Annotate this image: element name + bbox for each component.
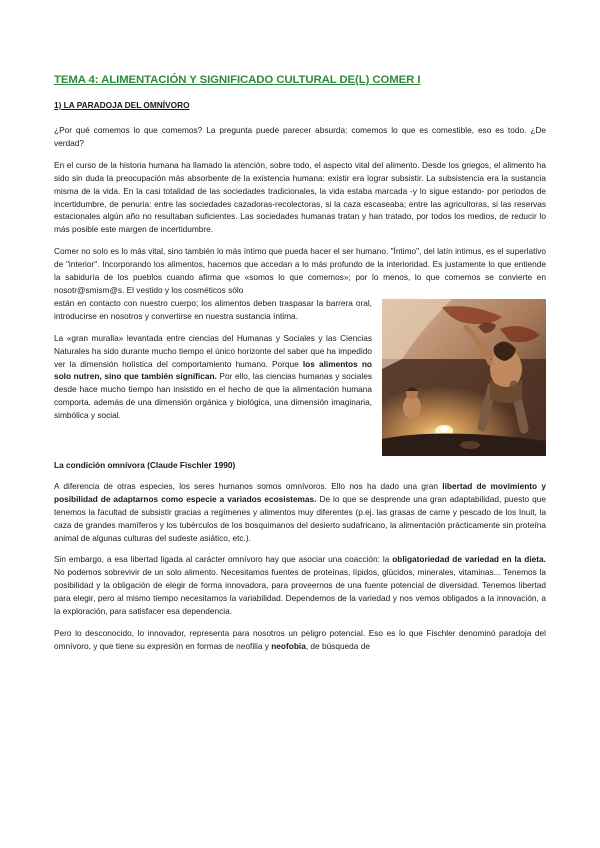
illustration-drawing bbox=[382, 299, 546, 456]
paragraph bbox=[54, 553, 546, 618]
cave-painting-illustration bbox=[382, 299, 546, 456]
bold-text: los alimentos no solo nutren, sino que también significan. bbox=[54, 358, 372, 382]
citation: (Claude Fischler 1990) bbox=[147, 459, 236, 470]
paragraph: están en contacto con nuestro cuerpo; los alimentos deben traspasar la barrera oral, introducirse en nosotros y convertirse en nuestra sustancia íntima. bbox=[54, 297, 372, 321]
paragraph: En el curso de la historia humana ha llamado la atención, sobre todo, el aspecto vital del alimento. Desde los griegos, el alimento ha sido sin duda la preocupación más absorbente de la existencia humana: existir era lograr subsistir. La subsistencia era la sustancia misma de la vida. En la casi totalidad de las sociedades tradicionales, la vida estaba marcada -y lo sigue estando- por periodos de incertidumbre, de penuria: entre las sociedades cazadoras-recolectoras, si la caza escaseaba; entre las agricultoras, si las reservas estacionales algún año no resultaban suficientes. Las sociedades humanas tratan y han tratado, por todos los medios, de reducir lo más posible este margen de incertidumbre. bbox=[54, 159, 546, 235]
bold-text: libertad de movimiento y posibilidad de adaptarnos como especie a variados ecosistemas. bbox=[54, 480, 546, 504]
section-heading: 1) LA PARADOJA DEL OMNÍVORO bbox=[54, 100, 190, 110]
text-run: Por ello, las ciencias humanas y sociales desde hace mucho tiempo han insistido en el hecho de que la alimentación humana comporta, además de una dimensión orgánica y biológica, una dimensión imaginaria, simbólica y social. bbox=[54, 371, 373, 421]
subsection-title: La condición omnívora bbox=[54, 459, 145, 470]
text-run: A diferencia de otras especies, los seres humanos somos omnívoros. Ello nos ha dado una gran bbox=[54, 480, 443, 491]
bold-text: neofobia bbox=[271, 640, 306, 651]
paragraph bbox=[54, 480, 546, 545]
text-run: De lo que se desprende una gran adaptabilidad, puesto que tenemos la facultad de subsistir gracias a regímenes y alimentos muy diferentes (p.ej. las grasas de carne y pescado de los Inuit, la caza de grandes mamíferos y los tubérculos de los bosquimanos del desierto sudafricano, la alimentación prácticamente sin proteína animal de algunas culturas del sudeste asiático, etc.). bbox=[54, 493, 546, 543]
paragraph: ¿Por qué comemos lo que comemos? La pregunta puede parecer absurda: comemos lo que es comestible, eso es todo. ¿De verdad? bbox=[54, 125, 546, 148]
bold-text: obligatoriedad de variedad en la dieta. bbox=[392, 554, 546, 565]
text-run: , de búsqueda de bbox=[305, 640, 370, 651]
document-title: TEMA 4: ALIMENTACIÓN Y SIGNIFICADO CULTURAL DE(L) COMER I bbox=[54, 74, 421, 86]
subsection-heading bbox=[54, 460, 546, 470]
text-run: Pero lo desconocido, lo innovador, representa para nosotros un peligro potencial. Eso es lo que Fischler denominó paradoja del omnívoro, y que tiene su expresión en formas de neofilia y bbox=[54, 627, 546, 651]
document-page bbox=[54, 74, 546, 662]
text-run: La «gran muralla» levantada entre ciencias del Humanas y Sociales y las Ciencias Naturales ha sido durante mucho tiempo el único horizonte del saber que ha impedido ver la dimensión holística del comportamiento humano. Porque bbox=[54, 332, 372, 369]
text-run: No podemos sobrevivir de un solo alimento. Necesitamos fuentes de proteínas, lípidos, glúcidos, minerales, vitaminas... Tenemos la posibilidad y la obligación de elegir de forma innovadora, para proveernos de una fuente potencial de diversidad. Tenemos libertad para elegir, pero al mismo tiempo necesitamos la variabilidad. Dependemos de la variedad y nos vemos obligados a la innovación, a la exploración, para satisfacer esa dependencia. bbox=[54, 567, 546, 617]
text-run: Sin embargo, a esa libertad ligada al carácter omnívoro hay que asociar una coacción: la bbox=[54, 554, 393, 565]
paragraph bbox=[54, 627, 546, 653]
paragraph: Comer no solo es lo más vital, sino también lo más íntimo que pueda hacer el ser humano. "Íntimo", del latín intimus, es el superlativo de "interior". Incorporando los alimentos, hacemos que accedan a lo más profundo de la interioridad. Es justamente lo que entiende la sabiduría de los pueblos cuando afirma que «somos lo que comemos»; por lo menos, lo que comemos se convierte en nosotr@smism@s. El vestido y los cosméticos sólo bbox=[54, 246, 546, 295]
